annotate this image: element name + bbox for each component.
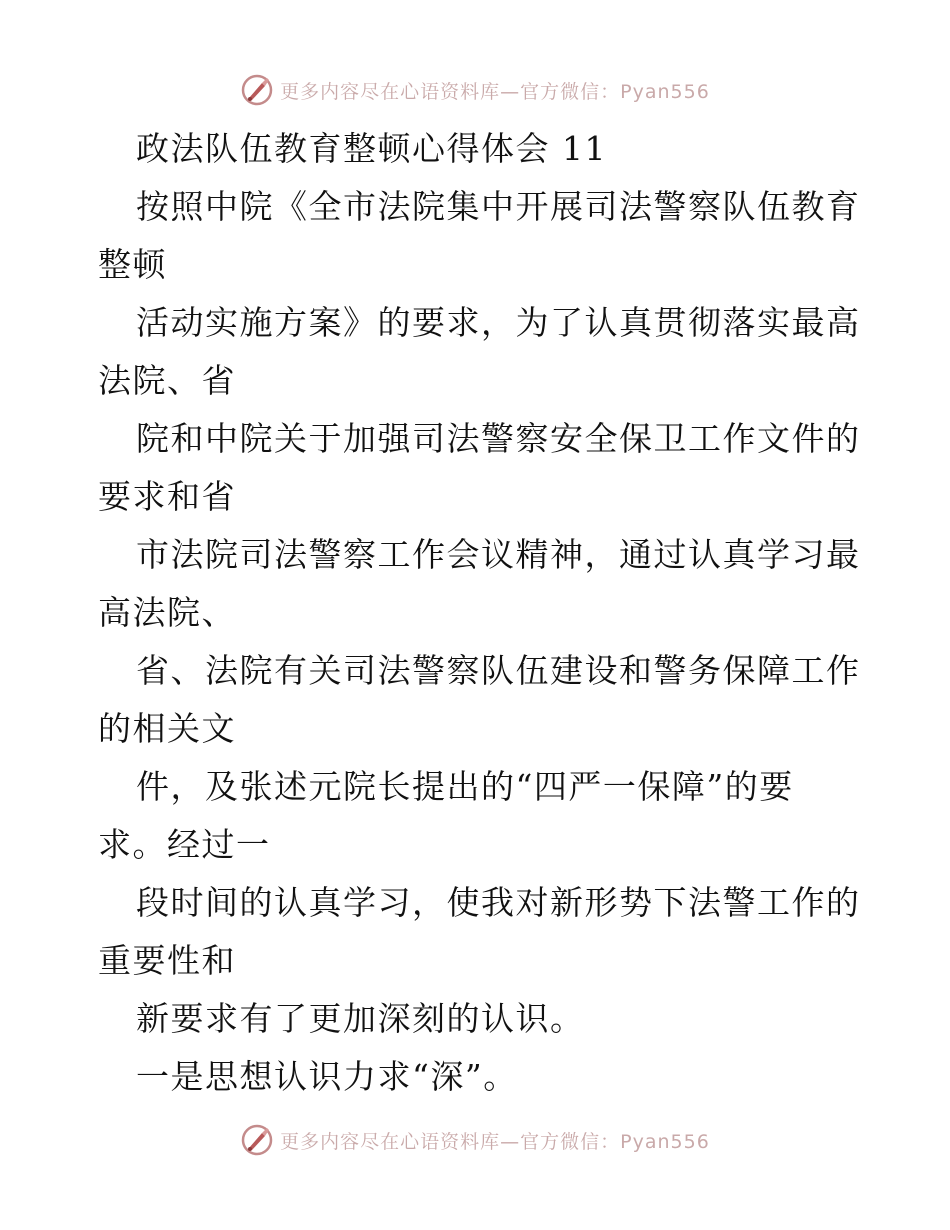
header-watermark [0,70,950,110]
paragraph-line: 要求和省 [98,477,236,516]
paragraph-line: 的相关文 [98,709,236,748]
watermark-text: 更多内容尽在心语资料库—官方微信：Pyan556 [280,80,710,103]
paragraph-line: 件，及张述元院长提出的“四严一保障”的要 [136,767,794,806]
quill-pen-logo-icon [240,73,274,107]
paragraph-line: 求。经过一 [98,825,271,864]
paragraph-line: 活动实施方案》的要求，为了认真贯彻落实最高 [136,303,861,342]
footer-watermark [0,1120,950,1160]
watermark-text: 更多内容尽在心语资料库—官方微信：Pyan556 [280,1130,710,1153]
paragraph-line: 重要性和 [98,941,236,980]
paragraph-line: 按照中院《全市法院集中开展司法警察队伍教育 [136,187,861,226]
quill-pen-logo-icon [240,1123,274,1157]
document-body [98,120,861,1106]
document-title: 政法队伍教育整顿心得体会 11 [136,129,607,168]
paragraph-line: 段时间的认真学习，使我对新形势下法警工作的 [136,883,861,922]
paragraph-line: 新要求有了更加深刻的认识。 [136,999,585,1038]
paragraph-line: 院和中院关于加强司法警察安全保卫工作文件的 [136,419,861,458]
paragraph-line: 市法院司法警察工作会议精神，通过认真学习最 [136,535,861,574]
paragraph-line: 法院、省 [98,361,236,400]
paragraph-line: 一是思想认识力求“深”。 [136,1057,518,1096]
paragraph-line: 省、法院有关司法警察队伍建设和警务保障工作 [136,651,861,690]
paragraph-line: 整顿 [98,245,167,284]
paragraph-line: 高法院、 [98,593,236,632]
